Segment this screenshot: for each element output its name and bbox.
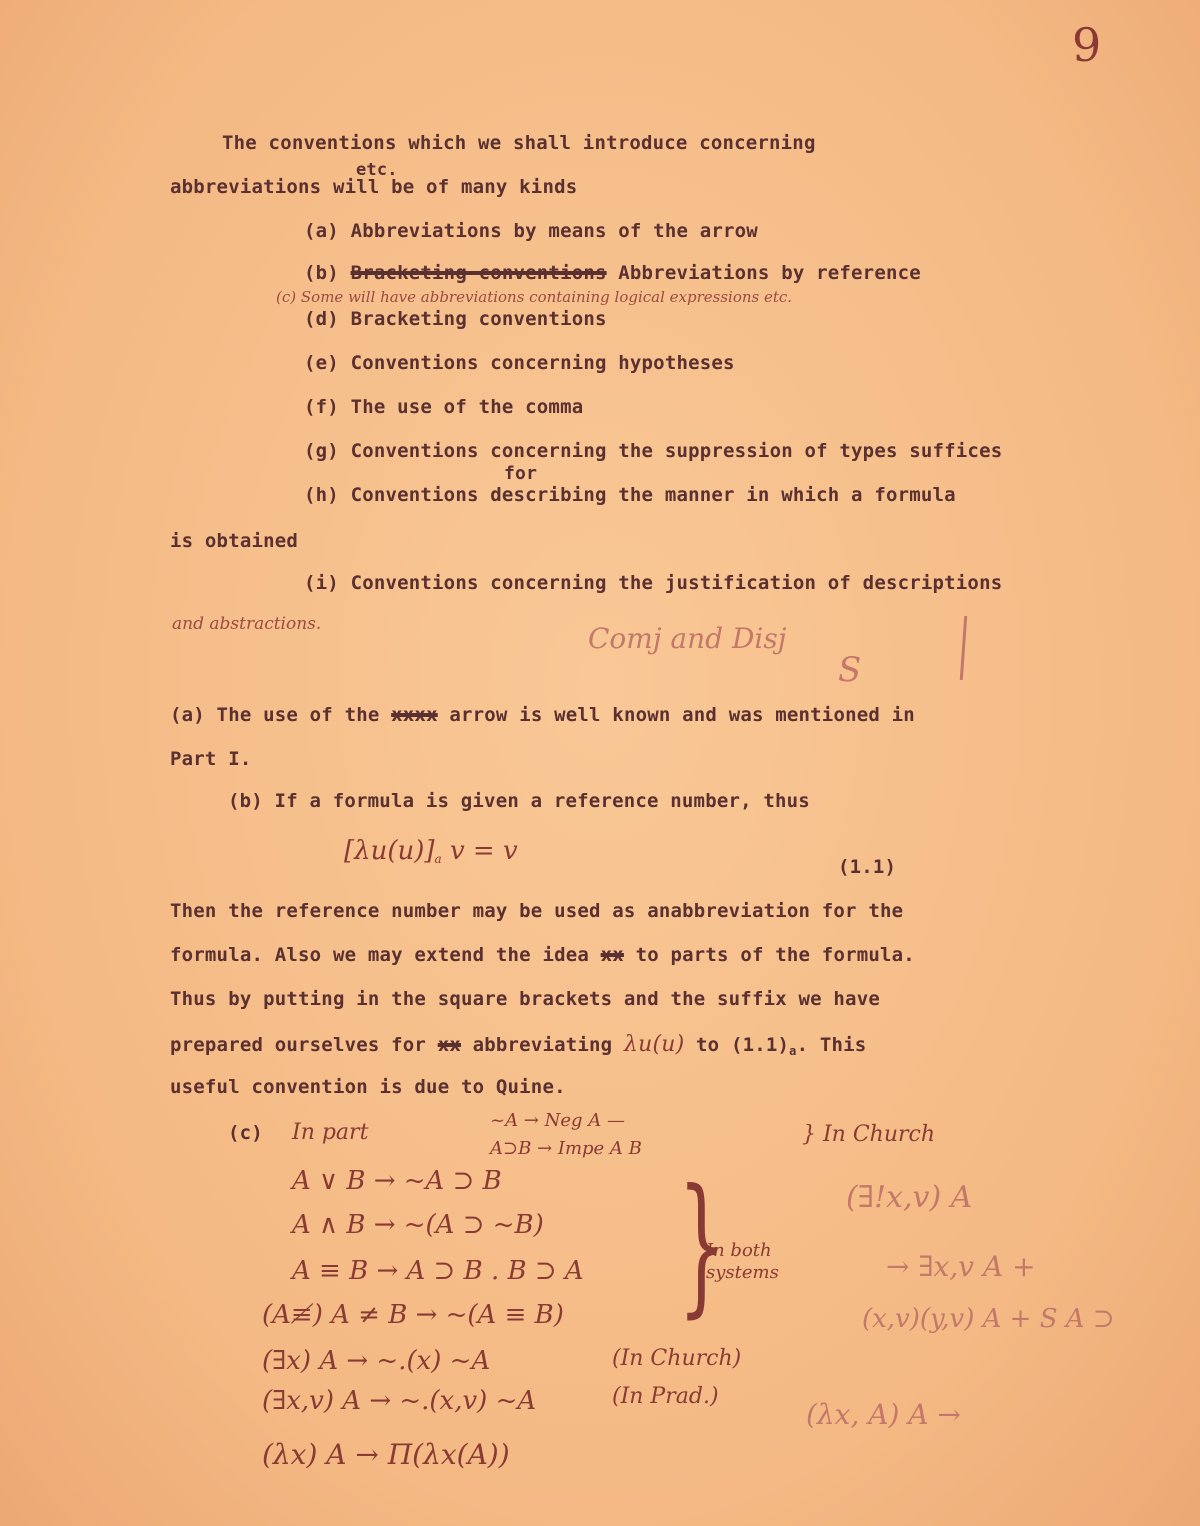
list-item-f — [304, 396, 583, 418]
struck-text: Bracketing conventions — [350, 262, 607, 284]
brace-right: } — [677, 1158, 726, 1332]
hand-row-7: (λx) A → Π(λx(A)) — [262, 1438, 510, 1471]
list-label: (h) — [304, 484, 339, 506]
hand-row-5: (∃x) A → ~.(x) ~A — [262, 1346, 491, 1376]
hand-row-6-note: (In Prad.) — [612, 1384, 719, 1409]
right-col-4: (λx, A) A → — [806, 1398, 961, 1431]
list-item-h — [304, 484, 956, 506]
page-number: 9 — [1072, 18, 1102, 72]
para-b-line-2: Then the reference number may be used as anabbreviation for the — [170, 900, 904, 922]
list-item-b — [304, 262, 921, 284]
list-label: (a) — [304, 220, 339, 242]
list-label: (c) — [276, 288, 297, 306]
margin-note-s: S — [838, 650, 862, 690]
formula-1-1: $[\lambda u(u)]_a$ v = v — [344, 836, 518, 866]
intro-line-1: The conventions which we shall introduce concerning — [222, 132, 816, 154]
margin-mark-stroke — [960, 616, 967, 680]
right-col-1: (∃!x,v) A — [846, 1180, 973, 1215]
hand-row-2: A ∧ B → ~(A ⊃ ~B) — [292, 1210, 544, 1240]
para-c-church-note: } In Church — [802, 1122, 936, 1147]
list-text: Conventions concerning the justification of descriptions — [350, 572, 1003, 594]
list-item-h-insert: for — [504, 463, 538, 484]
list-item-a — [304, 220, 758, 242]
list-label: (i) — [304, 572, 339, 594]
list-text: Bracketing conventions — [350, 308, 607, 330]
para-c-label: (c) — [228, 1122, 263, 1144]
para-c-intro: In part — [292, 1120, 369, 1145]
hand-row-5-note: (In Church) — [612, 1346, 742, 1371]
para-b-line-3: formula. Also we may extend the idea xx to parts of the formula. — [170, 944, 915, 966]
list-text: Conventions describing the manner in which a formula — [350, 484, 956, 506]
list-item-c-handwritten — [276, 288, 792, 306]
list-item-i-continuation: and abstractions. — [172, 614, 322, 634]
para-a-line-2: Part I. — [170, 748, 252, 770]
list-item-e — [304, 352, 735, 374]
list-label: (f) — [304, 396, 339, 418]
hand-row-4: (A≢) A ≠ B → ~(A ≡ B) — [262, 1300, 564, 1330]
list-item-g — [304, 440, 1002, 462]
para-b-line-4: Thus by putting in the square brackets and the suffix we have — [170, 988, 880, 1010]
right-col-2: → ∃x,v A + — [886, 1250, 1036, 1283]
list-text: Conventions concerning hypotheses — [350, 352, 735, 374]
hand-row-6: (∃x,v) A → ~.(x,v) ~A — [262, 1386, 537, 1416]
brace-note: In both systems — [706, 1240, 779, 1283]
struck-text: xxxx — [391, 704, 438, 726]
list-item-h-continuation: is obtained — [170, 530, 299, 552]
struck-text: xx — [437, 1034, 461, 1056]
para-b-line-6: useful convention is due to Quine. — [170, 1076, 566, 1098]
intro-insert-etc: etc. — [356, 160, 398, 180]
list-text: The use of the comma — [350, 396, 584, 418]
para-b-line-5: prepared ourselves for xx abbreviating λu(u) to $(1.1)_a$. This — [170, 1032, 867, 1058]
para-a-line-1: (a) The use of the xxxx arrow is well known and was mentioned in — [170, 704, 915, 726]
hand-row-3: A ≡ B → A ⊃ B . B ⊃ A — [292, 1256, 584, 1286]
para-b-line-1: (b) If a formula is given a reference number, thus — [228, 790, 810, 812]
hand-row-1: A ∨ B → ~A ⊃ B — [292, 1166, 502, 1196]
list-label: (g) — [304, 440, 339, 462]
para-c-top-right-1: ~A → Neg A — — [490, 1110, 625, 1131]
list-text: Some will have abbreviations containing logical expressions etc. — [300, 288, 793, 306]
list-text: Conventions concerning the suppression of types suffices — [350, 440, 1003, 462]
equation-number: (1.1) — [838, 856, 897, 878]
list-label: (b) — [304, 262, 339, 284]
list-text: Abbreviations by reference — [618, 262, 921, 284]
struck-text: xx — [600, 944, 624, 966]
list-label: (d) — [304, 308, 339, 330]
list-text: Abbreviations by means of the arrow — [350, 220, 758, 242]
para-c-top-right-2: A⊃B → Impe A B — [490, 1138, 642, 1159]
list-item-d — [304, 308, 607, 330]
margin-note-conj-disj: Comj and Disj — [588, 622, 787, 655]
list-label: (e) — [304, 352, 339, 374]
list-item-i — [304, 572, 1002, 594]
intro-line-2: abbreviations will be of many kinds — [170, 176, 578, 198]
handwritten-formula: λu(u) — [623, 1032, 685, 1057]
right-col-3: (x,v)(y,v) A + S A ⊃ — [862, 1304, 1115, 1334]
